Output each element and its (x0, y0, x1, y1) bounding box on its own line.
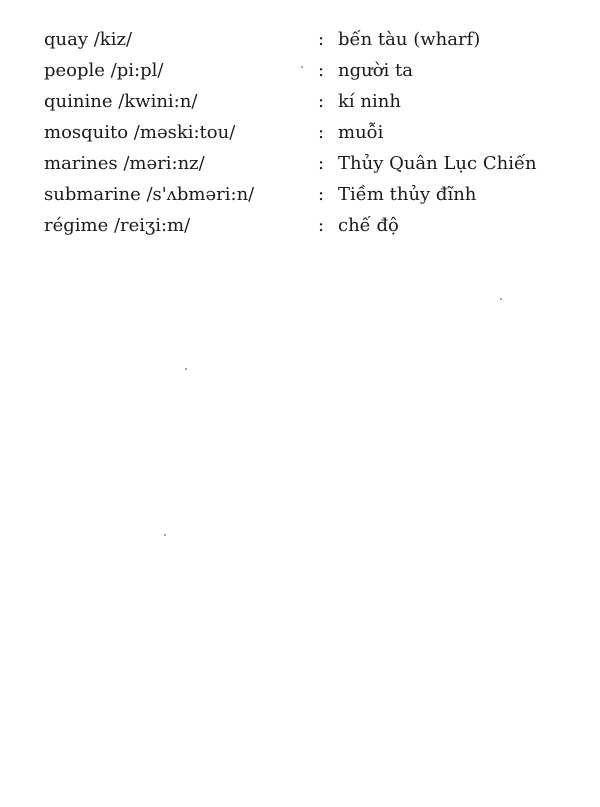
vocab-term: régime /reiʒi:m/ (44, 215, 191, 236)
vocab-term: quay /kiz/ (44, 29, 133, 50)
vocabulary-list (44, 26, 584, 243)
vocab-entry (44, 26, 584, 57)
vocab-meaning: Thủy Quân Lục Chiến (338, 153, 537, 174)
scan-speck (301, 66, 303, 68)
vocab-meaning: muỗi (338, 122, 384, 143)
vocab-entry (44, 150, 584, 181)
vocab-entry (44, 181, 584, 212)
separator-colon: : (318, 184, 325, 205)
vocab-entry (44, 119, 584, 150)
separator-colon: : (318, 91, 325, 112)
separator-colon: : (318, 153, 325, 174)
vocab-entry (44, 212, 584, 243)
vocab-term: submarine /s'ʌbməri:n/ (44, 184, 255, 205)
separator-colon: : (318, 215, 325, 236)
vocab-term: people /pi:pl/ (44, 60, 164, 81)
vocab-meaning: người ta (338, 60, 413, 81)
separator-colon: : (318, 29, 325, 50)
vocab-entry (44, 88, 584, 119)
scan-speck (164, 534, 166, 536)
separator-colon: : (318, 122, 325, 143)
separator-colon: : (318, 60, 325, 81)
vocab-term: marines /məri:nz/ (44, 153, 205, 174)
vocab-term: mosquito /məski:tou/ (44, 122, 236, 143)
vocab-entry (44, 57, 584, 88)
vocab-meaning: Tiềm thủy đĩnh (338, 184, 477, 205)
scan-speck (500, 298, 502, 300)
vocab-meaning: bến tàu (wharf) (338, 29, 481, 50)
vocab-meaning: chế độ (338, 215, 399, 236)
scan-speck (185, 368, 187, 370)
vocab-meaning: kí ninh (338, 91, 401, 112)
vocab-term: quinine /kwini:n/ (44, 91, 198, 112)
